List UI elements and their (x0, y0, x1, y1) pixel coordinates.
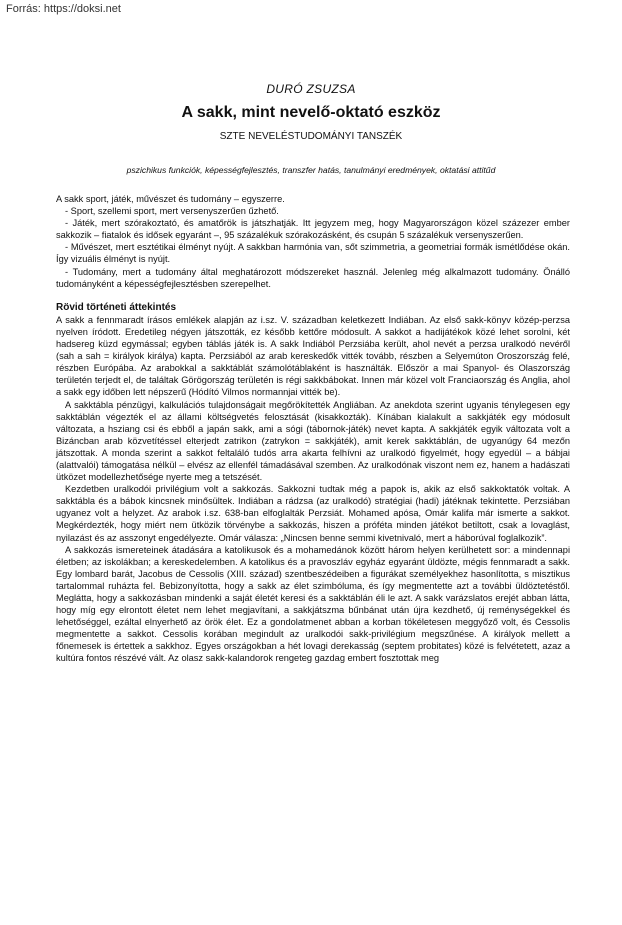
intro-line: - Sport, szellemi sport, mert versenyszerűen űzhető. (65, 206, 279, 217)
intro-line: A sakk sport, játék, művészet és tudomány – egyszerre. (56, 194, 285, 204)
section-heading: Rövid történeti áttekintés (56, 301, 177, 313)
body-paragraph: A sakkozás ismereteinek átadására a katolikusok és a mohamedánok között három helyen kerülhetett sor: a mindennapi életben; az iskolákban; a kereskedelemben. A katolikus és a pravoszláv egyház egyaránt üldözte, mégis fennmaradt a sakk. Egy lombard barát, Jacobus de Cessolis (XIII. század) szentbeszédeiben a figurákat személyekhez hasonlította, s misztikus tartalommal ruházta fel. Bebizonyította, hogy a sakk az élet szimbóluma, és így megmentette azt a további üldöztetéstől. Meglátta, hogy a sakkozásban mindenki a saját életét keresi és a sakktáblán éli le azt. A sakk varázslatos erejét abban látta, hogy míg egy elrontott életet nem lehet megjavítani, a sakkjátszma bűnbánat után újra kezdhető, új reménységekkel és lehetőséggel, ezáltal elnyerhető az örök élet. Ez a gondolatmenet abban a korban tökéletesen meggyőző volt, és Cessolis megmentette a sakkot. Cessolis korában megindult az uralkodói sakk-privilégium megszűnése. A királyok mellett a főnemesek is értettek a sakkhoz. Egyes országokban a hét lovagi derekasság (septem probitates) közé is felvétetett, azaz a kultúra fontos részévé vált. Az olasz sakk-kalandorok rengeteg gazdag embert fosztottak meg (56, 544, 570, 664)
intro-line: - Tudomány, mert a tudomány által meghatározott módszereket használ. Jelenleg még alkalmazott tudomány. Önálló tudományként a képességfejlesztésben szerepelhet. (56, 266, 570, 289)
page-title: A sakk, mint nevelő-oktató eszköz (181, 104, 441, 121)
intro-line: - Játék, mert szórakoztató, és amatőrök is játszhatják. Itt jegyzem meg, hogy Magyarországon közel százezer ember sakkozik – fiatalok és idősek egyaránt –, 95 százalékuk szórakozásként, és csupán 5 százalékuk versenyszerűen. (56, 218, 570, 241)
author-name: DURÓ ZSUZSA (266, 82, 356, 96)
intro-line: - Művészet, mert esztétikai élményt nyújt. A sakkban harmónia van, sőt szimmetria, a geometriai formák ismétlődése okán. Így vizuális élményt is nyújt. (56, 242, 570, 265)
body-paragraph: A sakk a fennmaradt írásos emlékek alapján az i.sz. V. században keletkezett Indiában. Az első sakk-könyv közép-perzsa nyelven íródott. Eredetileg négyen játszották, ez később kettőre módosult. A sakkot a hadijátékok közé lehet sorolni, két hadsereg küzd egymással; egyben táblás játék is. A sakk Indiából Perzsiába került, ahol nevét a perzsa uralkodó nevéről (sah a sah = királyok királya) kapta. Perzsiából az arab kereskedők vitték tovább, részben a Selyemúton Oroszország felé, részben Európába. Az arabokkal a sakktáblát számolótáblaként is használták. Először a mai Spanyol- és Olaszország területén terjedt el, de találtak Görögország területén is régi sakkbábokat. Innen már közel volt Franciaország és Anglia, ahol a sakk egy időben lett népszerű (Hódító Vilmos normannjai vitték be). (56, 314, 570, 398)
source-label: Forrás: https://doksi.net (6, 3, 121, 15)
article-body (56, 193, 570, 665)
body-paragraph: Kezdetben uralkodói privilégium volt a sakkozás. Sakkozni tudtak még a papok is, akik az első sakkoktatók voltak. A sakktábla és a bábok kincsnek minősültek. Indiában a rádzsa (az uralkodó) stratégiai (hadi) játéknak tekintette. Perzsiában ugyanez volt a helyzet. Az arabok i.sz. 638-ban elfoglalták Perzsiát. Mohamed apósa, Omár kalifa már ismerte a sakkot. Megkérdezték, hogy miért nem ütközik törvénybe a sakkozás, hiszen a prófétа minden játékot betiltott, csak a lovaglást, nyilazást és az asszonyt engedélyezte. Omár válasza: „Nincsen benne semmi kivetnivaló, mert a háborúval foglalkozik”. (56, 484, 570, 543)
body-paragraph: A sakktábla pénzügyi, kalkulációs tulajdonságait megőrökítették Angliában. Az anekdota szerint ugyanis ténylegesen egy sakktáblán végezték el az állami költségvetés felosztását (kisakkozták). Kínában kialakult a sakkjáték egy módosult változata, a hsziang csi és ebből a japán sakk, ami a sógi (tábornok-játék) nevet kapta. A sakkjáték egyik változata volt a Bizáncban arab közvetítéssel elterjedt zatrikon (zatrykon = sakkjáték), amit kerek sakktáblán, de ugyanúgy 64 mezőn játszottak. A monda szerint a sakkot feltaláló tudós arra akarta felhívni az uralkodó figyelmét, hogy egyedül – a bábjai (alattvalói) támogatása nélkül – elvész az ellenfél támadásával szemben. Az uralkodónak viszont nem ez, hanem a hadászati ütközet modellezhetősége nyerte meg a tetszését. (56, 399, 570, 483)
affiliation: SZTE NEVELÉSTUDOMÁNYI TANSZÉK (219, 131, 403, 142)
keywords-line: pszichikus funkciók, képességfejlesztés, transzfer hatás, tanulmányi eredmények, oktatási attitűd (126, 165, 496, 175)
